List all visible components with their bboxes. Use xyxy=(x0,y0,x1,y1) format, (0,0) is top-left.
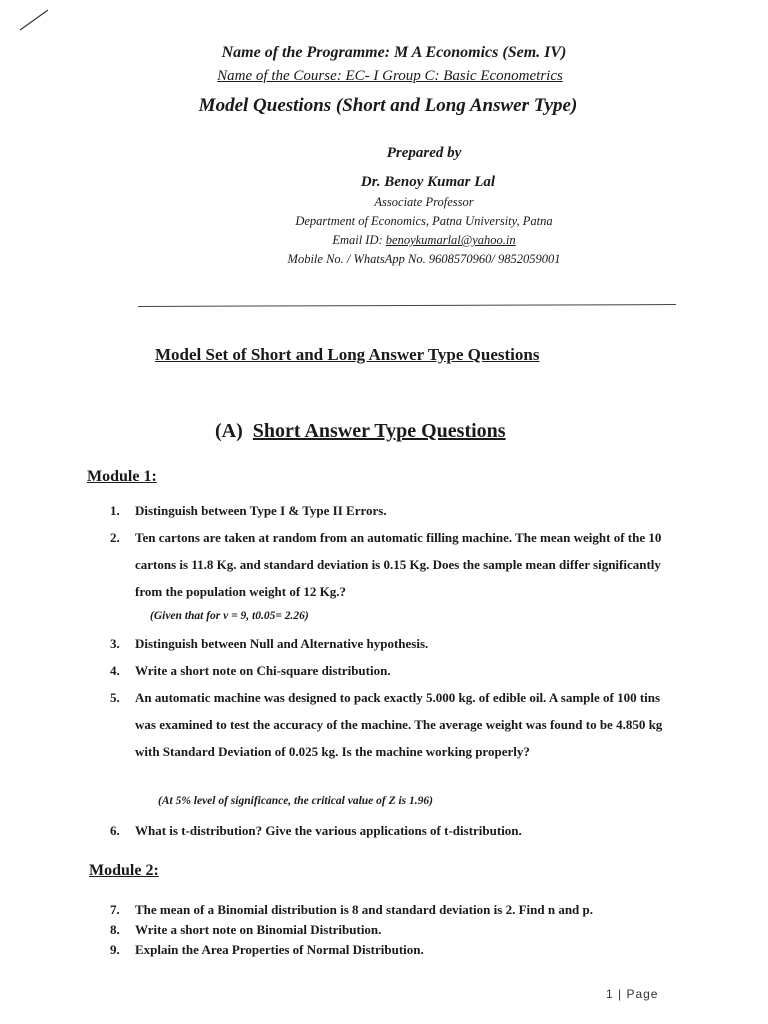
question-text: Distinguish between Null and Alternative hypothesis. xyxy=(135,636,429,651)
question-number: 9. xyxy=(110,942,120,957)
question-text: Explain the Area Properties of Normal Distribution. xyxy=(135,942,424,957)
question-text: The mean of a Binomial distribution is 8 and standard deviation is 2. Find n and p. xyxy=(135,902,594,917)
question-item xyxy=(110,630,670,657)
question-5-note: (At 5% level of significance, the critical value of Z is 1.96) xyxy=(158,795,433,807)
author-department: Department of Economics, Patna University, Patna xyxy=(295,214,553,228)
prepared-by-label: Prepared by xyxy=(386,145,462,161)
author-email xyxy=(80,233,768,248)
programme-name: Name of the Programme: M A Economics (Sem. IV) xyxy=(221,44,567,61)
question-item xyxy=(110,524,670,605)
question-text: Distinguish between Type I & Type II Errors. xyxy=(135,503,387,518)
question-number: 4. xyxy=(110,663,120,678)
author-mobile: Mobile No. / WhatsApp No. 9608570960/ 9852059001 xyxy=(287,252,561,266)
question-number: 5. xyxy=(110,690,120,705)
question-text: Ten cartons are taken at random from an automatic filling machine. The mean weight of the 10 cartons is 11.8 Kg. and standard deviation is 0.15 Kg. Does the sample mean differ significantly from the population weight of 12 Kg.? xyxy=(135,530,662,599)
question-number: 7. xyxy=(110,902,120,917)
section-marker: (A) xyxy=(215,420,243,442)
pen-stroke-mark xyxy=(18,8,50,32)
question-number: 8. xyxy=(110,922,120,937)
document-title: Model Questions (Short and Long Answer Type) xyxy=(198,95,578,116)
section-heading xyxy=(215,420,506,443)
question-text: Write a short note on Chi-square distribution. xyxy=(135,663,391,678)
module-1-heading: Module 1: xyxy=(87,468,157,485)
question-item xyxy=(110,900,670,920)
email-label: Email ID: xyxy=(332,233,386,247)
header-divider xyxy=(138,304,676,307)
module-2-heading: Module 2: xyxy=(89,862,159,879)
question-item xyxy=(110,497,670,524)
page-number: 1 | Page xyxy=(606,987,659,1001)
question-2-note: (Given that for v = 9, t0.05= 2.26) xyxy=(150,610,309,622)
question-item xyxy=(110,684,670,765)
email-link[interactable]: benoykumarlal@yahoo.in xyxy=(385,233,516,247)
author-name: Dr. Benoy Kumar Lal xyxy=(360,174,496,190)
question-number: 2. xyxy=(110,530,120,545)
question-text: An automatic machine was designed to pack exactly 5.000 kg. of edible oil. A sample of 100 tins was examined to test the accuracy of the machine. The average weight was found to be 4.850 kg with Standard Deviation of 0.025 kg. Is the machine working properly? xyxy=(135,690,663,759)
question-set-title: Model Set of Short and Long Answer Type Questions xyxy=(155,345,540,364)
question-number: 1. xyxy=(110,503,120,518)
author-designation: Associate Professor xyxy=(374,195,474,209)
question-number: 6. xyxy=(110,823,120,838)
question-text: Write a short note on Binomial Distribution. xyxy=(135,922,382,937)
section-title: Short Answer Type Questions xyxy=(252,420,506,442)
question-number: 3. xyxy=(110,636,120,651)
course-name: Name of the Course: EC- I Group C: Basic Econometrics xyxy=(217,68,563,84)
question-item xyxy=(110,817,670,844)
question-text: What is t-distribution? Give the various applications of t-distribution. xyxy=(135,823,522,838)
question-item xyxy=(110,657,670,684)
question-item xyxy=(110,940,670,960)
question-item xyxy=(110,920,670,940)
document-header xyxy=(0,44,768,267)
